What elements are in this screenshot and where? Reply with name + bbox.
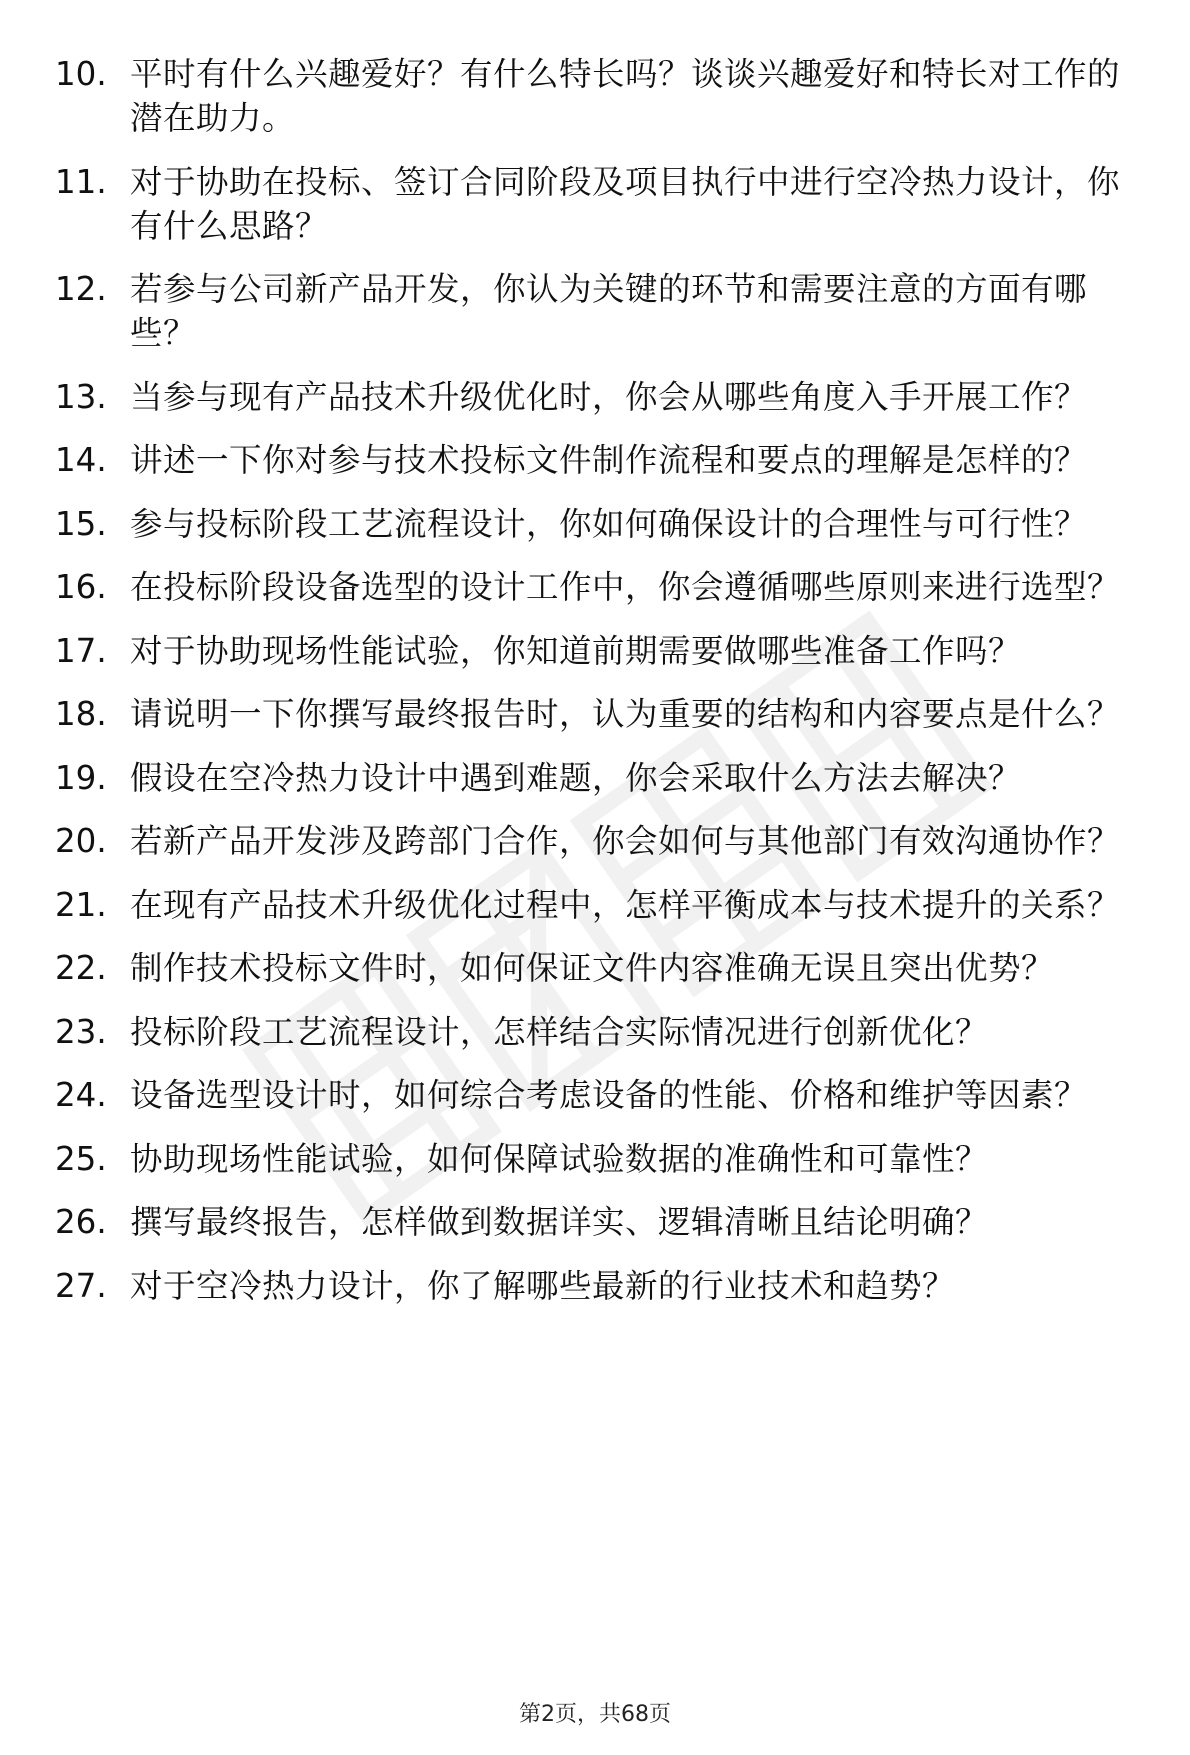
question-text: 参与投标阶段工艺流程设计，你如何确保设计的合理性与可行性？ [130,504,1088,543]
question-number: 14. [55,441,107,479]
question-number: 13. [55,377,107,416]
question-text: 在投标阶段设备选型的设计工作中，你会遵循哪些原则来进行选型？ [130,568,1121,606]
question-number: 27. [55,1266,107,1305]
question-text: 在现有产品技术升级优化过程中，怎样平衡成本与技术提升的关系？ [130,885,1121,924]
question-number: 18. [55,695,107,733]
question-text: 制作技术投标文件时，如何保证文件内容准确无误且突出优势？ [130,949,1055,987]
question-number: 15. [55,504,107,543]
question-number: 16. [55,568,107,606]
question-item [55,565,1145,609]
question-text: 假设在空冷热力设计中遇到难题，你会采取什么方法去解决？ [130,758,1022,797]
question-item [55,946,1145,990]
question-number: 24. [55,1076,107,1114]
question-text: 讲述一下你对参与技术投标文件制作流程和要点的理解是怎样的？ [130,441,1088,479]
question-text: 协助现场性能试验，如何保障试验数据的准确性和可靠性？ [130,1139,989,1178]
question-number: 25. [55,1139,107,1178]
question-item [55,375,1145,419]
question-number: 11. [55,162,107,201]
question-text: 请说明一下你撰写最终报告时，认为重要的结构和内容要点是什么？ [130,695,1121,733]
question-item [55,629,1145,673]
question-text: 若新产品开发涉及跨部门合作，你会如何与其他部门有效沟通协作？ [130,822,1121,860]
question-number: 19. [55,758,107,797]
question-item [55,160,1145,248]
question-number: 17. [55,631,107,670]
question-number: 23. [55,1012,107,1051]
question-number: 21. [55,885,107,924]
question-item [55,819,1145,863]
question-item [55,1010,1145,1054]
question-item [55,1264,1145,1308]
question-item [55,1137,1145,1181]
question-number: 22. [55,949,107,987]
question-item [55,502,1145,546]
question-text: 对于空冷热力设计，你了解哪些最新的行业技术和趋势？ [130,1266,956,1305]
question-text: 当参与现有产品技术升级优化时，你会从哪些角度入手开展工作？ [130,377,1088,416]
question-text: 设备选型设计时，如何综合考虑设备的性能、价格和维护等因素？ [130,1076,1088,1114]
page-number: 第2页，共68页 [519,1702,671,1727]
question-item [55,692,1145,736]
question-text: 撰写最终报告，怎样做到数据详实、逻辑清晰且结论明确？ [130,1203,989,1241]
question-text: 对于协助现场性能试验，你知道前期需要做哪些准备工作吗？ [130,631,1022,670]
question-text: 若参与公司新产品开发，你认为关键的环节和需要注意的方面有哪些？ [130,270,1088,352]
question-item [55,267,1145,355]
question-number: 12. [55,270,107,308]
question-number: 26. [55,1203,107,1241]
question-item [55,883,1145,927]
question-list [55,52,1145,1327]
question-item [55,1073,1145,1117]
question-text: 平时有什么兴趣爱好？有什么特长吗？谈谈兴趣爱好和特长对工作的潜在助力。 [130,55,1121,137]
question-item [55,1200,1145,1244]
question-item [55,52,1145,140]
question-number: 20. [55,822,107,860]
question-text: 对于协助在投标、签订合同阶段及项目执行中进行空冷热力设计，你有什么思路？ [130,162,1121,245]
question-text: 投标阶段工艺流程设计，怎样结合实际情况进行创新优化？ [130,1012,989,1051]
question-item [55,756,1145,800]
question-number: 10. [55,55,107,93]
question-item [55,438,1145,482]
